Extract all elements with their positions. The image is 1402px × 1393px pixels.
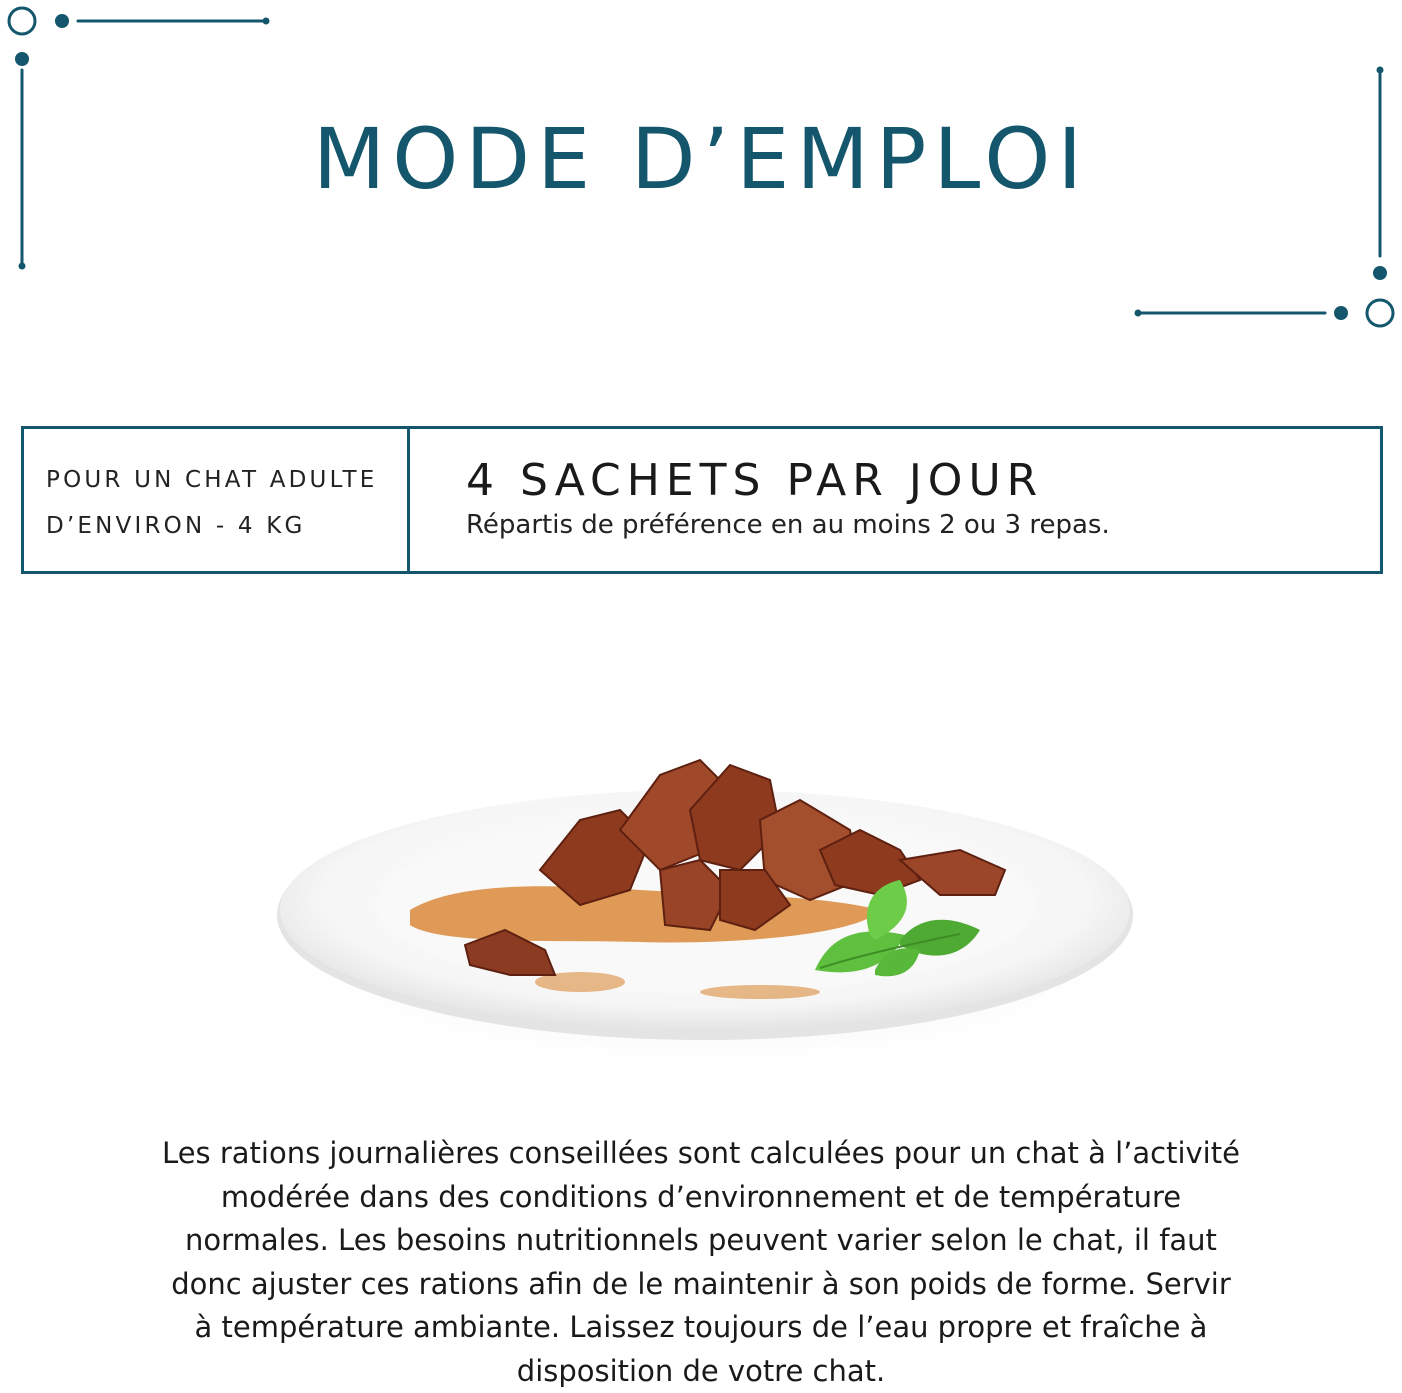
cat-profile-cell	[24, 429, 410, 571]
instructions-line: Les rations journalières conseillées sont calculées pour un chat à l’activité	[162, 1136, 1240, 1170]
instructions-line: à température ambiante. Laissez toujours de l’eau propre et fraîche à	[194, 1310, 1208, 1344]
dot-icon	[55, 14, 69, 28]
cat-profile-line-2: D’ENVIRON - 4 KG	[46, 513, 306, 539]
daily-ration-cell	[410, 429, 1110, 571]
instructions-line: donc ajuster ces rations afin de le maintenir à son poids de forme. Servir	[171, 1266, 1231, 1301]
daily-ration-note: Répartis de préférence en au moins 2 ou 3 repas.	[466, 510, 1110, 540]
dot-icon	[19, 263, 26, 270]
instructions-line: disposition de votre chat.	[516, 1353, 886, 1388]
plate-with-food-illustration	[260, 720, 1160, 1080]
page-title: MODE D’EMPLOI	[312, 110, 1090, 208]
usage-instructions	[130, 1132, 1272, 1393]
daily-ration-quantity: 4 SACHETS PAR JOUR	[466, 455, 1044, 506]
instructions-line: normales. Les besoins nutritionnels peuvent varier selon le chat, il faut	[185, 1223, 1217, 1257]
dot-icon	[15, 52, 29, 66]
dot-icon	[1334, 306, 1348, 320]
dot-icon	[1373, 266, 1387, 280]
ring-icon	[1367, 300, 1393, 326]
dot-icon	[1377, 67, 1384, 74]
sauce-drip	[700, 985, 820, 999]
dot-icon	[1135, 310, 1142, 317]
dot-icon	[263, 18, 270, 25]
cat-profile-line-1: POUR UN CHAT ADULTE	[46, 467, 378, 493]
ring-icon	[9, 8, 35, 34]
ration-table	[21, 426, 1383, 574]
instructions-line: modérée dans des conditions d’environnement et de température	[220, 1179, 1182, 1214]
